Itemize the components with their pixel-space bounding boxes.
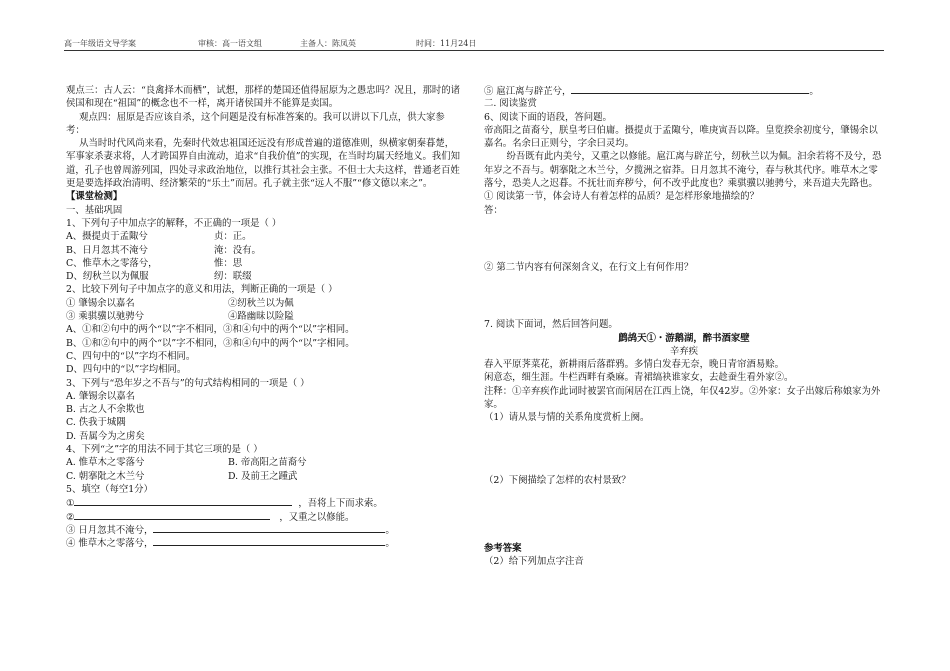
q2-option-c: C、四句中的“以”字均不相同。 xyxy=(66,350,196,362)
question-2: 2、比较下列句子中加点字的意义和用法，判断正确的一项是（ ） xyxy=(66,284,338,296)
fill-2-number: ② xyxy=(66,511,75,523)
section-title: 【课堂检测】 xyxy=(66,191,123,203)
poem-author: 辛弃疾 xyxy=(669,345,699,357)
poem-line-1: 春入平原荠菜花，新耕雨后落群鸦。多情白发春无奈，晚日青帘酒易赊。 xyxy=(484,359,785,371)
fill-blank-5[interactable] xyxy=(571,84,809,94)
q3-option-a: A. 肇锡余以嘉名 xyxy=(66,390,135,402)
reading-passage-1: 帝高阳之苗裔兮，朕皇考曰伯庸。摄提贞于孟陬兮，唯庚寅吾以降。皇览揆余初度兮，肇锡余以嘉名。名余曰正则兮，字余曰灵均。 xyxy=(484,124,878,150)
fill-blank-3[interactable] xyxy=(153,523,385,533)
q1-option-d-gloss: 纫：联缀 xyxy=(214,271,252,283)
fill-1-text: ，吾将上下而求索。 xyxy=(298,498,383,510)
q1-option-c-gloss: 惟：思 xyxy=(214,257,243,269)
poem-note: 注释：①辛弃疾作此词时被罢官而闲居在江西上饶，年仅42岁。②外家：女子出嫁后称娘家为外家。 xyxy=(484,385,881,411)
q1-option-a-gloss: 贞：正。 xyxy=(214,231,252,243)
fill-5-end: 。 xyxy=(809,86,819,97)
subsection-basics: 一、基础巩固 xyxy=(66,204,123,216)
fill-4-text: ④ 惟草木之零落兮， xyxy=(66,538,154,550)
fill-2-text: ，又重之以修能。 xyxy=(279,511,355,523)
era-analysis: 从当时时代风尚来看，先秦时代效忠祖国还远没有形成普遍的道德准则，纵横家朝秦暮楚，军事家杀妻求将，人才跨国界自由流动，追求“自我价值”的实现，在当时均属天经地义。我们知道，孔子也曾周游列国，四处寻求政治地位，以推行其社会主张。不但士大夫这样，普通老百姓更是要选择政治清明、经济繁荣的“乐土”而居。孔子就主张“远人不服”“修文德以来之”。 xyxy=(66,138,460,190)
question-5: 5、填空（每空1分） xyxy=(66,483,153,495)
q4-option-c: C. 朝搴阰之木兰兮 xyxy=(66,470,145,482)
q4-option-d: D. 及前王之踵武 xyxy=(228,470,298,482)
question-3: 3、下列与“恐年岁之不吾与”的句式结构相同的一项是（ ） xyxy=(66,377,310,389)
answer-key-item: （2）给下列加点字注音 xyxy=(484,556,584,568)
q2-sentence-1: ① 肇锡余以嘉名 xyxy=(66,297,135,309)
fill-blank-4[interactable] xyxy=(153,536,385,546)
question-7-part-2: （2）下阕描绘了怎样的农村景致？ xyxy=(484,474,631,486)
question-1: 1、下列句子中加点字的解释，不正确的一项是（ ） xyxy=(66,217,282,229)
q2-sentence-3: ③ 乘骐骥以驰骋兮 xyxy=(66,311,144,323)
fill-3-text: ③ 日月忽其不淹兮， xyxy=(66,524,154,536)
fill-1-number: ① xyxy=(66,498,75,510)
q1-option-b: B、日月忽其不淹兮 xyxy=(66,244,148,256)
viewpoint-three: 观点三：古人云：“良禽择木而栖”，试想，那样的楚国还值得屈原为之愚忠吗？况且，那时的诸侯国和现在“祖国”的概念也不一样，离开诸侯国并不能算是卖国。 xyxy=(66,85,460,110)
fill-blank-2[interactable] xyxy=(74,510,270,520)
q2-option-b: B、①和②句中的两个“以”字不相同，③和④句中的两个“以”字相同。 xyxy=(66,337,355,349)
fill-4-end: 。 xyxy=(385,538,395,550)
poem-line-2: 闲意态，细生涯。牛栏西畔有桑麻。青裙缟袂谁家女，去趁蚕生看外家②。 xyxy=(484,372,794,384)
question-6-part-1: ① 阅读第一节，体会诗人有着怎样的品质？是怎样形象地描绘的？ xyxy=(484,191,759,203)
fill-5-text: ⑤ 扈江离与辟芷兮， xyxy=(484,86,572,97)
header-course: 高一年级语文导学案 xyxy=(64,39,136,48)
q3-option-b: B. 古之人不余欺也 xyxy=(66,404,145,416)
q2-option-a: A、①和②句中的两个“以”字不相同，③和④句中的两个“以”字相同。 xyxy=(66,324,355,336)
question-7-part-1: （1）请从景与情的关系角度赏析上阕。 xyxy=(484,412,650,424)
header-author: 主备人：陈凤英 xyxy=(300,39,356,48)
q2-sentence-2: ②纫秋兰以为佩 xyxy=(228,297,294,309)
header-review: 审核：高一语文组 xyxy=(198,39,262,48)
q1-option-d: D、纫秋兰以为佩服 xyxy=(66,271,149,283)
q2-option-d: D、四句中的“以”字均相同。 xyxy=(66,364,187,376)
q4-option-b: B. 帝高阳之苗裔兮 xyxy=(228,457,307,469)
answer-space-3[interactable] xyxy=(484,425,884,474)
left-column xyxy=(66,84,462,549)
q3-option-d: D. 吾属今为之虏矣 xyxy=(66,430,145,442)
right-column xyxy=(484,84,884,569)
question-4: 4、下列“之”字的用法不同于其它三项的是（ ） xyxy=(66,444,263,456)
viewpoint-four: 观点四：屈原是否应该自杀，这个问题是没有标准答案的。我可以讲以下几点，供大家参考： xyxy=(66,111,445,136)
q4-option-a: A. 惟草木之零落兮 xyxy=(66,457,145,469)
answer-space-4[interactable] xyxy=(484,487,884,542)
poem-title: 鹧鸪天①・游鹅湖，醉书酒家壁 xyxy=(618,332,750,344)
subsection-reading: 二. 阅读鉴赏 xyxy=(484,98,537,110)
q1-option-c: C、惟草木之零落兮， xyxy=(66,257,158,269)
q3-option-c: C. 佚我于城隅 xyxy=(66,417,126,429)
answer-label: 答： xyxy=(484,204,503,216)
answer-space-2[interactable] xyxy=(484,274,884,318)
fill-blank-1[interactable] xyxy=(74,496,292,506)
q1-option-b-gloss: 淹：没有。 xyxy=(214,244,261,256)
header-rule xyxy=(64,50,884,51)
answer-key-title: 参考答案 xyxy=(484,542,522,554)
reading-passage-2: 纷吾既有此内美兮，又重之以修能。扈江离与辟芷兮，纫秋兰以为佩。汩余若将不及兮，恐年岁之不吾与。朝搴阰之木兰兮，夕揽洲之宿莽。日月忽其不淹兮，春与秋其代序。唯草木之零落兮，恐美人之迟暮。不抚壮而弃秽兮，何不改乎此度也？乘骐骥以驰骋兮，来吾道夫先路也。 xyxy=(484,151,882,190)
q1-option-a: A、摄提贞于孟陬兮 xyxy=(66,231,148,243)
question-7: 7. 阅读下面词，然后回答问题。 xyxy=(484,319,618,331)
question-6: 6、阅读下面的语段，答问题。 xyxy=(484,111,612,123)
fill-3-end: 。 xyxy=(385,524,395,536)
answer-space-1[interactable] xyxy=(484,217,884,261)
header-date: 时间：11月24日 xyxy=(416,39,477,48)
q2-sentence-4: ④路幽昧以险隘 xyxy=(228,311,294,323)
question-6-part-2: ② 第二节内容有何深刻含义，在行文上有何作用？ xyxy=(484,261,694,273)
